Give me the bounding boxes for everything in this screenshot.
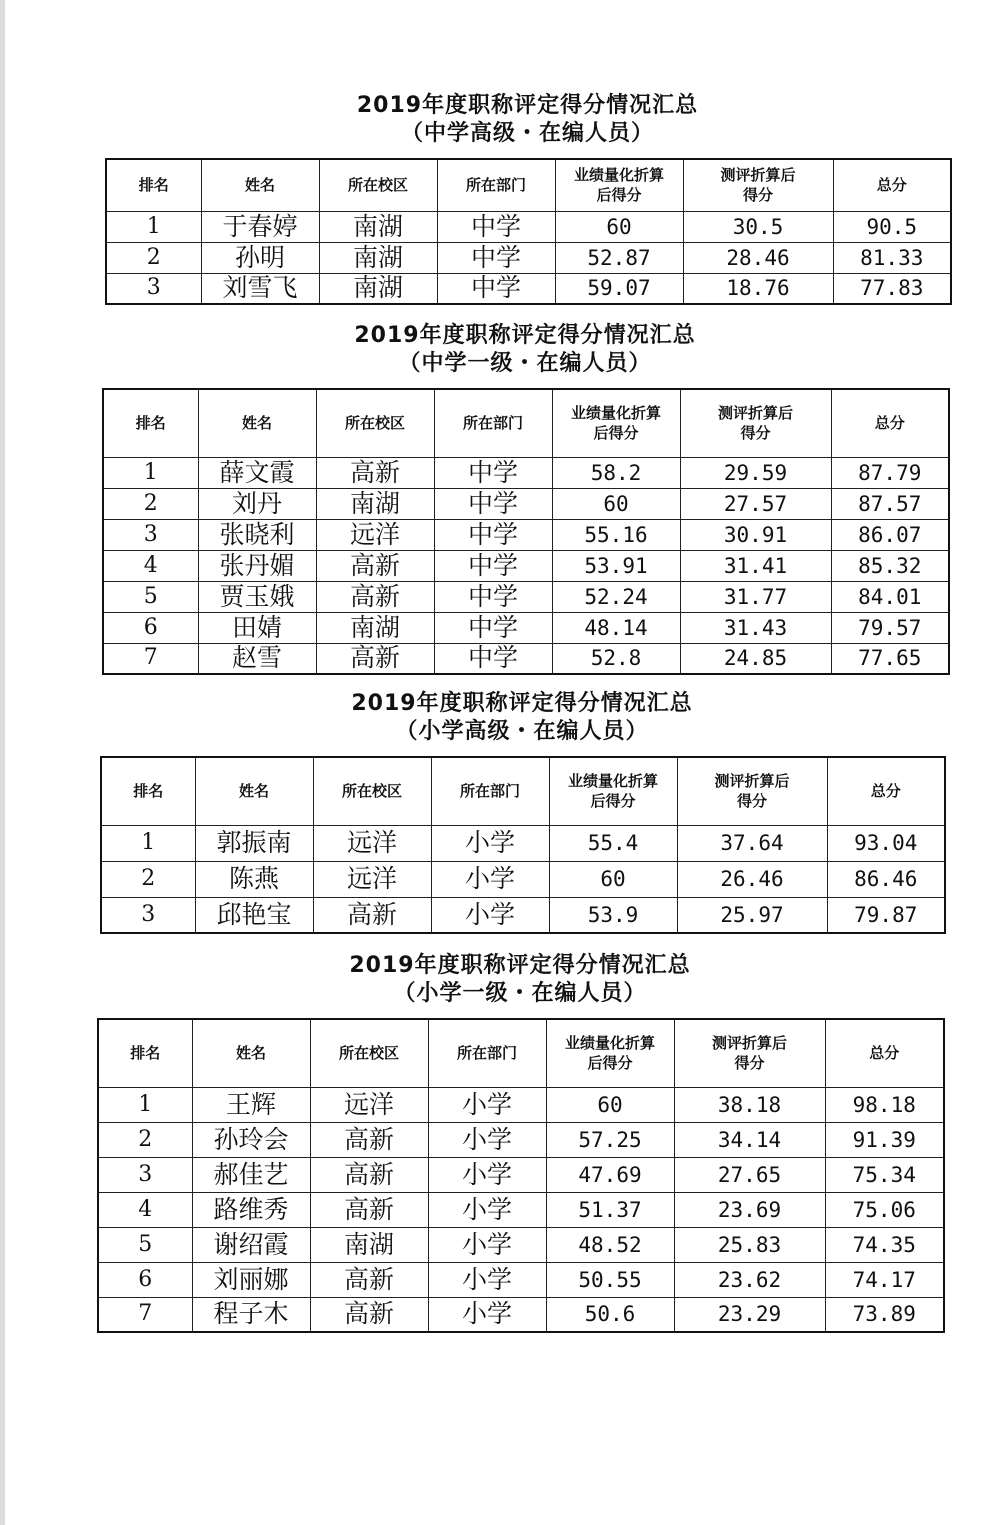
column-header-performance-score xyxy=(546,1019,674,1087)
total-score-cell: 74.17 xyxy=(825,1262,944,1297)
total-score-cell: 74.35 xyxy=(825,1227,944,1262)
performance-score-cell: 58.2 xyxy=(552,457,680,488)
rank-cell: 2 xyxy=(103,488,198,519)
campus-cell: 远洋 xyxy=(313,825,431,861)
rank-cell: 6 xyxy=(98,1262,192,1297)
performance-score-cell: 60 xyxy=(546,1087,674,1122)
department-cell: 中学 xyxy=(437,273,555,304)
total-score-cell: 87.57 xyxy=(831,488,949,519)
campus-cell: 高新 xyxy=(310,1262,428,1297)
table-row xyxy=(98,1157,944,1192)
rank-cell: 2 xyxy=(98,1122,192,1157)
table-row xyxy=(98,1122,944,1157)
column-header-evaluation-score xyxy=(677,757,827,825)
column-header-rank: 排名 xyxy=(106,159,201,211)
campus-cell: 高新 xyxy=(313,897,431,933)
rank-cell: 6 xyxy=(103,612,198,643)
campus-cell: 南湖 xyxy=(310,1227,428,1262)
performance-score-cell: 52.8 xyxy=(552,643,680,674)
score-section xyxy=(102,322,948,675)
page-edge-shadow xyxy=(0,0,5,1525)
total-score-cell: 75.06 xyxy=(825,1192,944,1227)
column-header-total-score: 总分 xyxy=(827,757,945,825)
column-header-name: 姓名 xyxy=(192,1019,310,1087)
rank-cell: 1 xyxy=(101,825,195,861)
total-score-cell: 73.89 xyxy=(825,1297,944,1332)
department-cell: 中学 xyxy=(434,643,552,674)
total-score-cell: 86.07 xyxy=(831,519,949,550)
performance-score-cell: 59.07 xyxy=(555,273,683,304)
name-cell: 田婧 xyxy=(198,612,316,643)
total-score-cell: 81.33 xyxy=(833,242,951,273)
column-header-line: 业绩量化折算 xyxy=(573,166,664,185)
name-cell: 王辉 xyxy=(192,1087,310,1122)
name-cell: 贾玉娥 xyxy=(198,581,316,612)
name-cell: 孙玲会 xyxy=(192,1122,310,1157)
performance-score-cell: 52.87 xyxy=(555,242,683,273)
column-header-campus: 所在校区 xyxy=(313,757,431,825)
name-cell: 刘丹 xyxy=(198,488,316,519)
evaluation-score-cell: 26.46 xyxy=(677,861,827,897)
column-header-performance-score xyxy=(549,757,677,825)
evaluation-score-cell: 31.77 xyxy=(680,581,831,612)
score-table xyxy=(97,1018,945,1333)
column-header-total-score: 总分 xyxy=(833,159,951,211)
total-score-cell: 77.83 xyxy=(833,273,951,304)
performance-score-cell: 55.16 xyxy=(552,519,680,550)
name-cell: 陈燕 xyxy=(195,861,313,897)
name-cell: 谢绍霞 xyxy=(192,1227,310,1262)
department-cell: 中学 xyxy=(437,242,555,273)
column-header-name: 姓名 xyxy=(195,757,313,825)
section-title: 2019年度职称评定得分情况汇总 xyxy=(354,323,696,348)
name-cell: 刘雪飞 xyxy=(201,273,319,304)
rank-cell: 3 xyxy=(106,273,201,304)
evaluation-score-cell: 28.46 xyxy=(683,242,833,273)
department-cell: 小学 xyxy=(428,1227,546,1262)
table-row xyxy=(98,1192,944,1227)
rank-cell: 3 xyxy=(103,519,198,550)
column-header-line: 测评折算后 xyxy=(714,772,790,791)
table-row xyxy=(101,825,945,861)
department-cell: 中学 xyxy=(434,550,552,581)
performance-score-cell: 53.91 xyxy=(552,550,680,581)
total-score-cell: 86.46 xyxy=(827,861,945,897)
rank-cell: 1 xyxy=(98,1087,192,1122)
column-header-line: 测评折算后 xyxy=(711,1034,787,1053)
column-header-line: 得分 xyxy=(736,792,767,811)
column-header-line: 得分 xyxy=(740,424,771,443)
evaluation-score-cell: 31.41 xyxy=(680,550,831,581)
department-cell: 小学 xyxy=(428,1297,546,1332)
rank-cell: 5 xyxy=(103,581,198,612)
table-row xyxy=(103,457,949,488)
evaluation-score-cell: 23.69 xyxy=(674,1192,825,1227)
campus-cell: 南湖 xyxy=(319,242,437,273)
table-row xyxy=(106,242,951,273)
total-score-cell: 91.39 xyxy=(825,1122,944,1157)
column-header-campus: 所在校区 xyxy=(310,1019,428,1087)
department-cell: 中学 xyxy=(434,519,552,550)
column-header-line: 得分 xyxy=(734,1054,765,1073)
table-row xyxy=(101,861,945,897)
evaluation-score-cell: 30.91 xyxy=(680,519,831,550)
total-score-cell: 79.87 xyxy=(827,897,945,933)
table-header-row xyxy=(106,159,951,211)
performance-score-cell: 50.6 xyxy=(546,1297,674,1332)
campus-cell: 高新 xyxy=(310,1297,428,1332)
rank-cell: 7 xyxy=(98,1297,192,1332)
section-title: 2019年度职称评定得分情况汇总 xyxy=(356,93,699,118)
rank-cell: 3 xyxy=(98,1157,192,1192)
name-cell: 刘丽娜 xyxy=(192,1262,310,1297)
column-header-performance-score xyxy=(552,389,680,457)
evaluation-score-cell: 27.57 xyxy=(680,488,831,519)
campus-cell: 南湖 xyxy=(316,488,434,519)
table-row xyxy=(98,1297,944,1332)
column-header-department: 所在部门 xyxy=(437,159,555,211)
section-subtitle: （中学高级・在编人员） xyxy=(400,121,654,146)
column-header-line: 后得分 xyxy=(596,186,642,205)
column-header-line: 业绩量化折算 xyxy=(564,1034,655,1053)
column-header-line: 后得分 xyxy=(590,792,636,811)
performance-score-cell: 50.55 xyxy=(546,1262,674,1297)
total-score-cell: 90.5 xyxy=(833,211,951,242)
score-table xyxy=(100,756,946,934)
rank-cell: 3 xyxy=(101,897,195,933)
total-score-cell: 79.57 xyxy=(831,612,949,643)
column-header-line: 后得分 xyxy=(587,1054,633,1073)
evaluation-score-cell: 25.97 xyxy=(677,897,827,933)
name-cell: 赵雪 xyxy=(198,643,316,674)
performance-score-cell: 55.4 xyxy=(549,825,677,861)
department-cell: 小学 xyxy=(431,897,549,933)
column-header-department: 所在部门 xyxy=(428,1019,546,1087)
table-row xyxy=(103,550,949,581)
table-row xyxy=(106,273,951,304)
performance-score-cell: 53.9 xyxy=(549,897,677,933)
table-row xyxy=(103,488,949,519)
score-table xyxy=(102,388,950,675)
campus-cell: 高新 xyxy=(316,581,434,612)
total-score-cell: 84.01 xyxy=(831,581,949,612)
department-cell: 小学 xyxy=(428,1157,546,1192)
table-row xyxy=(103,581,949,612)
department-cell: 中学 xyxy=(434,488,552,519)
evaluation-score-cell: 24.85 xyxy=(680,643,831,674)
table-row xyxy=(98,1227,944,1262)
campus-cell: 高新 xyxy=(316,643,434,674)
column-header-total-score: 总分 xyxy=(831,389,949,457)
column-header-name: 姓名 xyxy=(198,389,316,457)
performance-score-cell: 60 xyxy=(549,861,677,897)
evaluation-score-cell: 37.64 xyxy=(677,825,827,861)
evaluation-score-cell: 38.18 xyxy=(674,1087,825,1122)
column-header-rank: 排名 xyxy=(98,1019,192,1087)
department-cell: 小学 xyxy=(431,861,549,897)
column-header-line: 后得分 xyxy=(593,424,639,443)
department-cell: 小学 xyxy=(428,1192,546,1227)
evaluation-score-cell: 30.5 xyxy=(683,211,833,242)
table-row xyxy=(98,1262,944,1297)
name-cell: 邱艳宝 xyxy=(195,897,313,933)
performance-score-cell: 57.25 xyxy=(546,1122,674,1157)
evaluation-score-cell: 18.76 xyxy=(683,273,833,304)
total-score-cell: 77.65 xyxy=(831,643,949,674)
table-row xyxy=(103,643,949,674)
performance-score-cell: 60 xyxy=(552,488,680,519)
rank-cell: 1 xyxy=(106,211,201,242)
department-cell: 小学 xyxy=(428,1087,546,1122)
column-header-line: 业绩量化折算 xyxy=(570,404,661,423)
name-cell: 张晓利 xyxy=(198,519,316,550)
column-header-line: 得分 xyxy=(742,186,773,205)
rank-cell: 2 xyxy=(101,861,195,897)
department-cell: 中学 xyxy=(437,211,555,242)
column-header-line: 测评折算后 xyxy=(720,166,796,185)
campus-cell: 高新 xyxy=(310,1157,428,1192)
name-cell: 薛文霞 xyxy=(198,457,316,488)
table-header-row xyxy=(101,757,945,825)
evaluation-score-cell: 27.65 xyxy=(674,1157,825,1192)
score-section xyxy=(100,690,944,934)
table-row xyxy=(103,612,949,643)
department-cell: 小学 xyxy=(428,1262,546,1297)
column-header-department: 所在部门 xyxy=(434,389,552,457)
name-cell: 于春婷 xyxy=(201,211,319,242)
section-subtitle: （小学一级・在编人员） xyxy=(393,981,647,1006)
campus-cell: 远洋 xyxy=(313,861,431,897)
table-row xyxy=(101,897,945,933)
column-header-evaluation-score xyxy=(680,389,831,457)
department-cell: 小学 xyxy=(431,825,549,861)
rank-cell: 1 xyxy=(103,457,198,488)
section-subtitle: （小学高级・在编人员） xyxy=(395,719,649,744)
column-header-performance-score xyxy=(555,159,683,211)
name-cell: 路维秀 xyxy=(192,1192,310,1227)
total-score-cell: 85.32 xyxy=(831,550,949,581)
performance-score-cell: 52.24 xyxy=(552,581,680,612)
name-cell: 张丹媚 xyxy=(198,550,316,581)
total-score-cell: 87.79 xyxy=(831,457,949,488)
name-cell: 郭振南 xyxy=(195,825,313,861)
column-header-rank: 排名 xyxy=(103,389,198,457)
rank-cell: 4 xyxy=(98,1192,192,1227)
rank-cell: 5 xyxy=(98,1227,192,1262)
column-header-campus: 所在校区 xyxy=(319,159,437,211)
rank-cell: 7 xyxy=(103,643,198,674)
column-header-name: 姓名 xyxy=(201,159,319,211)
campus-cell: 南湖 xyxy=(316,612,434,643)
total-score-cell: 75.34 xyxy=(825,1157,944,1192)
rank-cell: 4 xyxy=(103,550,198,581)
campus-cell: 高新 xyxy=(310,1122,428,1157)
column-header-department: 所在部门 xyxy=(431,757,549,825)
total-score-cell: 98.18 xyxy=(825,1087,944,1122)
column-header-total-score: 总分 xyxy=(825,1019,944,1087)
evaluation-score-cell: 31.43 xyxy=(680,612,831,643)
campus-cell: 远洋 xyxy=(310,1087,428,1122)
section-title: 2019年度职称评定得分情况汇总 xyxy=(351,691,693,716)
campus-cell: 高新 xyxy=(316,457,434,488)
performance-score-cell: 60 xyxy=(555,211,683,242)
table-row xyxy=(106,211,951,242)
table-row xyxy=(103,519,949,550)
department-cell: 中学 xyxy=(434,457,552,488)
total-score-cell: 93.04 xyxy=(827,825,945,861)
column-header-line: 业绩量化折算 xyxy=(567,772,658,791)
campus-cell: 南湖 xyxy=(319,273,437,304)
performance-score-cell: 48.52 xyxy=(546,1227,674,1262)
table-row xyxy=(98,1087,944,1122)
performance-score-cell: 48.14 xyxy=(552,612,680,643)
column-header-evaluation-score xyxy=(674,1019,825,1087)
department-cell: 小学 xyxy=(428,1122,546,1157)
table-header-row xyxy=(103,389,949,457)
performance-score-cell: 47.69 xyxy=(546,1157,674,1192)
column-header-campus: 所在校区 xyxy=(316,389,434,457)
department-cell: 中学 xyxy=(434,612,552,643)
column-header-line: 测评折算后 xyxy=(717,404,793,423)
rank-cell: 2 xyxy=(106,242,201,273)
evaluation-score-cell: 29.59 xyxy=(680,457,831,488)
score-section xyxy=(105,92,950,305)
column-header-rank: 排名 xyxy=(101,757,195,825)
score-section xyxy=(97,952,943,1333)
table-header-row xyxy=(98,1019,944,1087)
evaluation-score-cell: 23.29 xyxy=(674,1297,825,1332)
name-cell: 孙明 xyxy=(201,242,319,273)
evaluation-score-cell: 23.62 xyxy=(674,1262,825,1297)
name-cell: 程子木 xyxy=(192,1297,310,1332)
column-header-evaluation-score xyxy=(683,159,833,211)
section-title: 2019年度职称评定得分情况汇总 xyxy=(349,953,691,978)
name-cell: 郝佳艺 xyxy=(192,1157,310,1192)
section-subtitle: （中学一级・在编人员） xyxy=(398,351,652,376)
evaluation-score-cell: 34.14 xyxy=(674,1122,825,1157)
department-cell: 中学 xyxy=(434,581,552,612)
campus-cell: 远洋 xyxy=(316,519,434,550)
campus-cell: 高新 xyxy=(316,550,434,581)
campus-cell: 高新 xyxy=(310,1192,428,1227)
performance-score-cell: 51.37 xyxy=(546,1192,674,1227)
campus-cell: 南湖 xyxy=(319,211,437,242)
evaluation-score-cell: 25.83 xyxy=(674,1227,825,1262)
score-table xyxy=(105,158,952,305)
